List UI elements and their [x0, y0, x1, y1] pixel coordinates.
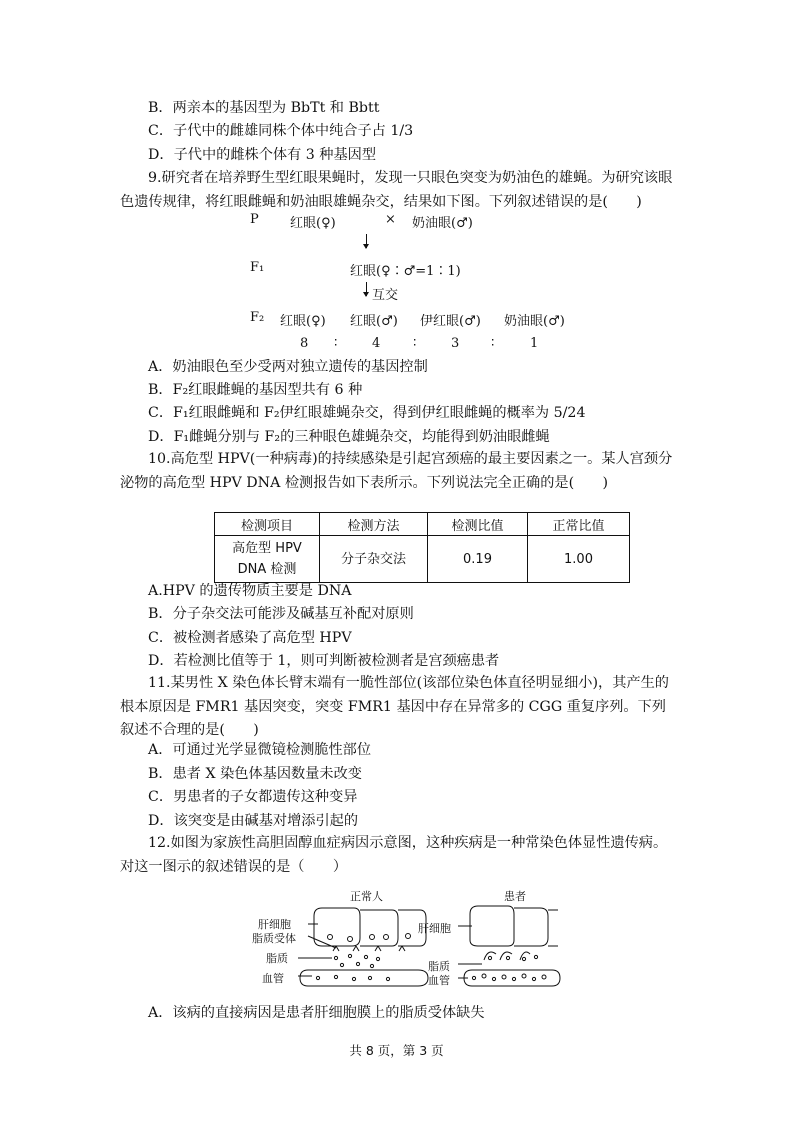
ratio-separator: ∶: [491, 336, 495, 351]
normal-person-title: 正常人: [350, 890, 383, 903]
p-cream-eye-male: 奶油眼(♂): [412, 216, 473, 231]
lipid-label: 脂质: [266, 952, 288, 965]
table-header: 检测方法: [320, 513, 428, 536]
table-header: 检测项目: [215, 513, 320, 536]
item-line: 高危型 HPV: [232, 541, 302, 556]
down-arrow-icon: [366, 282, 367, 296]
q9-option-b: B．F₂红眼雌蝇的基因型共有 6 种: [148, 382, 363, 398]
ratio-value: 1: [530, 336, 539, 351]
q9-option-a: A．奶油眼色至少受两对独立遗传的基因控制: [148, 359, 428, 375]
q10-option-a: A.HPV 的遗传物质主要是 DNA: [148, 583, 352, 599]
intercross-label: 互交: [372, 288, 399, 303]
f2-phenotype: 奶油眼(♂): [504, 314, 565, 329]
q11-option-d: D．该突变是由碱基对增添引起的: [148, 813, 359, 829]
q11-option-b: B．患者 X 染色体基因数量未改变: [148, 766, 362, 782]
ratio-value: 3: [451, 336, 460, 351]
q9-option-d: D．F₁雌蝇分别与 F₂的三种眼色雄蝇杂交，均能得到奶油眼雌蝇: [148, 429, 550, 445]
q11-option-a: A．可通过光学显微镜检测脆性部位: [148, 742, 372, 758]
patient-liver-cell-label: 肝细胞: [418, 922, 451, 935]
q9-cross-diagram: [250, 210, 590, 350]
ratio-separator: ∶: [334, 336, 338, 351]
q12-stem: 12.如图为家族性高胆固醇血症病因示意图，这种疾病是一种常染色体显性遗传病。对这一图示的叙述错误的是（ ）: [120, 835, 668, 875]
table-cell-item: [215, 536, 320, 583]
p-generation-label: P: [250, 212, 259, 227]
item-line: DNA 检测: [237, 562, 297, 577]
q8-option-c: C．子代中的雌雄同株个体中纯合子占 1/3: [148, 123, 414, 139]
q10-option-b: B．分子杂交法可能涉及碱基互补配对原则: [148, 606, 414, 622]
table-cell-normal: 1.00: [528, 536, 630, 583]
q8-option-b: B．两亲本的基因型为 BbTt 和 Bbtt: [148, 100, 380, 116]
lipid-receptor-label: 脂质受体: [252, 932, 296, 945]
q9-stem: 9.研究者在培养野生型红眼果蝇时，发现一只眼色突变为奶油色的雄蝇。为研究该眼色遗传规律，将红眼雌蝇和奶油眼雄蝇杂交，结果如下图。下列叙述错误的是( ): [120, 170, 673, 210]
f1-generation-label: F₁: [250, 260, 265, 275]
q12-cholesterol-figure: [252, 888, 562, 1000]
q12-option-a: A．该病的直接病因是患者肝细胞膜上的脂质受体缺失: [148, 1005, 485, 1021]
q10-option-c: C．被检测者感染了高危型 HPV: [148, 630, 352, 646]
f1-phenotype: 红眼(♀∶♂=1∶1): [350, 264, 461, 279]
p-red-eye-female: 红眼(♀): [290, 216, 336, 231]
blood-vessel-label: 血管: [262, 972, 284, 985]
f2-phenotype: 红眼(♂): [350, 314, 398, 329]
f2-phenotype: 伊红眼(♂): [420, 314, 481, 329]
q11-stem: 11.某男性 X 染色体长臂末端有一脆性部位(该部位染色体直径明显细小)，其产生的根本原因是 FMR1 基因突变，突变 FMR1 基因中存在异常多的 CGG 重复序列。下列叙述不合理的是( ): [120, 675, 669, 739]
ratio-value: 8: [300, 336, 309, 351]
q10-option-d: D．若检测比值等于 1，则可判断被检测者是宫颈癌患者: [148, 653, 500, 669]
q11-option-c: C．男患者的子女都遗传这种变异: [148, 789, 358, 805]
ratio-value: 4: [372, 336, 381, 351]
liver-cell-label: 肝细胞: [258, 918, 291, 931]
page-footer: 共 8 页，第 3 页: [349, 1043, 444, 1058]
figure-drawing: [252, 888, 562, 1000]
patient-blood-vessel-label: 血管: [428, 974, 450, 987]
f2-generation-label: F₂: [250, 310, 265, 325]
q9-option-c: C．F₁红眼雌蝇和 F₂伊红眼雄蝇杂交，得到伊红眼雌蝇的概率为 5/24: [148, 405, 586, 421]
table-cell-ratio: 0.19: [428, 536, 528, 583]
f2-phenotype: 红眼(♀): [280, 314, 326, 329]
table-header: 检测比值: [428, 513, 528, 536]
q8-option-d: D．子代中的雌株个体有 3 种基因型: [148, 147, 377, 163]
table-cell-method: 分子杂交法: [320, 536, 428, 583]
down-arrow-icon: [366, 234, 367, 248]
hpv-report-table: [214, 512, 630, 583]
patient-title: 患者: [504, 890, 526, 903]
table-header: 正常比值: [528, 513, 630, 536]
cross-symbol: ×: [385, 212, 396, 227]
ratio-separator: ∶: [413, 336, 417, 351]
patient-lipid-label: 脂质: [428, 960, 450, 973]
q10-stem: 10.高危型 HPV(一种病毒)的持续感染是引起宫颈癌的最主要因素之一。某人宫颈分泌物的高危型 HPV DNA 检测报告如下表所示。下列说法完全正确的是( ): [120, 451, 673, 491]
